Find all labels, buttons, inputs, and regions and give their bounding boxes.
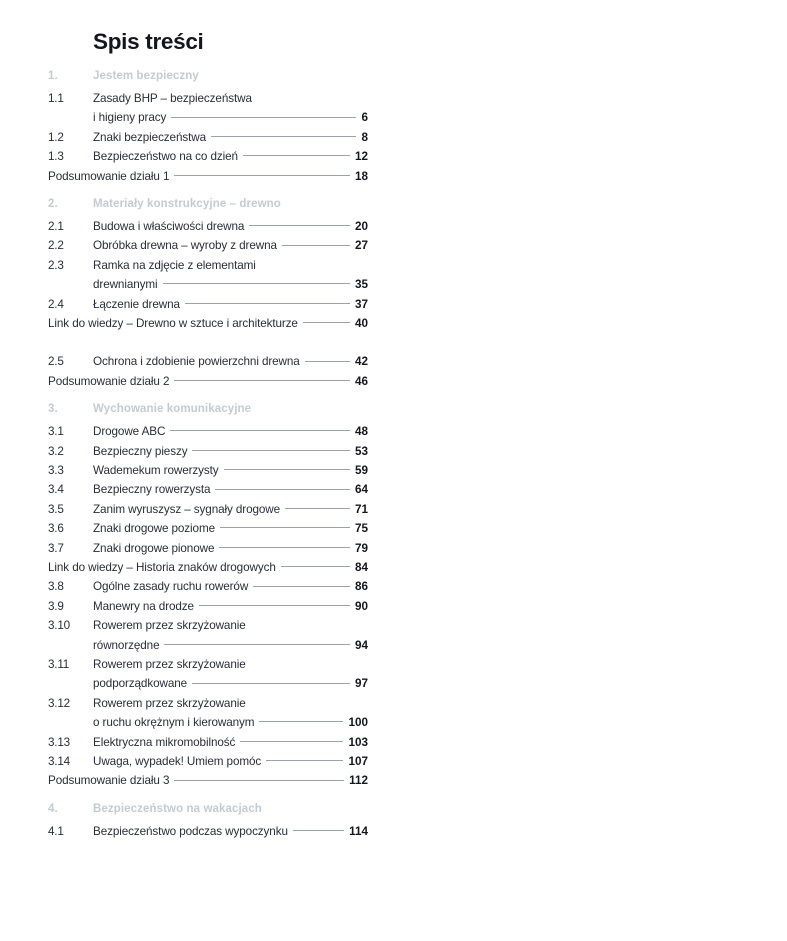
entry-number: 3.8 [48, 580, 64, 594]
toc-entry[interactable] [48, 461, 368, 480]
entry-page-number: 53 [354, 444, 368, 458]
entry-title: Zanim wyruszysz – sygnały drogowe [93, 502, 281, 516]
entry-body [48, 167, 368, 186]
entry-page-number: 97 [354, 677, 368, 691]
entry-page-number: 75 [354, 522, 368, 536]
toc-entry[interactable] [48, 372, 368, 391]
section-number: 3. [48, 403, 58, 416]
entry-body [93, 480, 368, 499]
entry-line [93, 480, 368, 499]
entry-number: 1.2 [48, 130, 64, 144]
entry-title: Rowerem przez skrzyżowanie [93, 619, 246, 633]
entry-number: 1.3 [48, 150, 64, 164]
toc-entry[interactable] [48, 167, 368, 186]
toc-entry[interactable] [48, 295, 368, 314]
entry-line [48, 314, 368, 333]
section-label: Jestem bezpieczny [93, 70, 199, 82]
entry-page-number: 86 [354, 580, 368, 594]
leader-line [163, 283, 350, 284]
leader-line [174, 780, 344, 781]
entry-title: Manewry na drodze [93, 599, 194, 613]
entry-line [93, 577, 368, 596]
toc-entry[interactable] [48, 128, 368, 147]
leader-line [303, 322, 350, 323]
entry-title: równorzędne [93, 638, 160, 652]
toc-entry[interactable] [48, 256, 368, 295]
toc-entry[interactable] [48, 771, 368, 790]
entry-page-number: 107 [348, 754, 368, 768]
leader-line [199, 605, 350, 606]
leader-line [282, 245, 350, 246]
entry-page-number: 40 [354, 316, 368, 330]
entry-body [93, 500, 368, 519]
entry-number: 3.3 [48, 463, 64, 477]
leader-line [192, 450, 350, 451]
toc-entry[interactable] [48, 655, 368, 694]
leader-line [253, 586, 350, 587]
section-label: Bezpieczeństwo na wakacjach [93, 802, 262, 815]
leader-line [164, 644, 350, 645]
entry-title: Łączenie drewna [93, 297, 180, 311]
leader-line [240, 741, 343, 742]
entry-page-number: 103 [348, 735, 368, 749]
leader-line [215, 489, 350, 490]
entry-number: 3.11 [48, 658, 70, 671]
leader-line [171, 117, 356, 118]
entry-number: 4.1 [48, 824, 64, 838]
entry-title: Elektryczna mikromobilność [93, 735, 236, 749]
section-heading [48, 198, 368, 217]
entry-title: Obróbka drewna – wyroby z drewna [93, 239, 277, 253]
entry-title: Zasady BHP – bezpieczeństwa [93, 92, 252, 105]
entry-page-number: 20 [354, 219, 368, 233]
leader-line [293, 830, 344, 831]
entry-line [93, 128, 368, 147]
entry-body [93, 89, 368, 128]
leader-line [170, 430, 350, 431]
entry-body [93, 442, 368, 461]
leader-line [266, 760, 343, 761]
entry-title: podporządkowane [93, 677, 188, 691]
toc-entry[interactable] [48, 733, 368, 752]
entry-line [48, 167, 368, 186]
entry-title: Znaki drogowe pionowe [93, 541, 215, 555]
entry-body [93, 461, 368, 480]
entry-spacer [48, 333, 368, 352]
entry-body [93, 733, 368, 752]
entry-title: Link do wiedzy – Drewno w sztuce i architekturze [48, 316, 298, 330]
leader-line [249, 225, 350, 226]
entry-number: 3.10 [48, 619, 70, 633]
entry-title: Ochrona i zdobienie powierzchni drewna [93, 355, 300, 369]
entry-page-number: 42 [354, 355, 368, 369]
entry-page-number: 94 [354, 638, 368, 652]
section-heading [48, 803, 368, 822]
toc-entry[interactable] [48, 480, 368, 499]
entry-title: Ramka na zdjęcie z elementami [93, 258, 256, 272]
toc-entry[interactable] [48, 500, 368, 519]
entry-line [93, 500, 368, 519]
entry-number: 2.1 [48, 219, 64, 233]
entry-page-number: 46 [354, 374, 368, 388]
entry-number: 1.1 [48, 92, 64, 105]
leader-line [285, 508, 350, 509]
entry-body [93, 519, 368, 538]
entry-title: Rowerem przez skrzyżowanie [93, 696, 246, 710]
entry-body [93, 422, 368, 441]
entry-title: Drogowe ABC [93, 425, 166, 439]
toc-entry[interactable] [48, 422, 368, 441]
entry-page-number: 35 [354, 278, 368, 292]
table-of-contents [48, 28, 368, 841]
entry-body [93, 655, 368, 694]
toc-entry[interactable] [48, 539, 368, 558]
leader-line [281, 566, 350, 567]
entry-body [93, 577, 368, 596]
entry-title: drewnianymi [93, 278, 158, 292]
entry-body [93, 822, 368, 841]
entry-title: Ogólne zasady ruchu rowerów [93, 580, 249, 594]
entry-page-number: 90 [354, 599, 368, 613]
entry-body [48, 771, 368, 790]
entry-body [93, 597, 368, 616]
entry-body [93, 616, 368, 655]
toc-entry[interactable] [48, 519, 368, 538]
entry-page-number: 18 [354, 169, 368, 183]
leader-line [174, 380, 350, 381]
leader-line [211, 136, 356, 137]
entry-line [93, 655, 368, 674]
entry-page-number: 114 [349, 824, 368, 838]
entry-number: 3.1 [48, 425, 64, 439]
entry-page-number: 12 [354, 150, 368, 164]
leader-line [224, 469, 350, 470]
leader-line [259, 721, 343, 722]
section-label: Materiały konstrukcyjne – drewno [93, 197, 281, 210]
entry-line [93, 636, 368, 655]
entry-line [48, 558, 368, 577]
entry-line [93, 461, 368, 480]
section-number: 2. [48, 197, 58, 210]
entry-title: Znaki drogowe poziome [93, 522, 215, 536]
entry-page-number: 37 [354, 297, 368, 311]
entry-title: Bezpieczeństwo podczas wypoczynku [93, 824, 288, 838]
entry-title: Podsumowanie działu 1 [48, 169, 170, 183]
entry-line [93, 256, 368, 275]
leader-line [174, 175, 350, 176]
toc-entry[interactable] [48, 577, 368, 596]
entry-line [93, 752, 368, 771]
entry-line [93, 674, 368, 693]
leader-line [243, 155, 350, 156]
entry-body [48, 314, 368, 333]
entry-page-number: 64 [354, 483, 368, 497]
toc-entry[interactable] [48, 89, 368, 128]
entry-body [93, 217, 368, 236]
entry-page-number: 48 [354, 425, 368, 439]
entry-number: 3.14 [48, 754, 70, 768]
section-label: Wychowanie komunikacyjne [93, 403, 252, 416]
toc-entry[interactable] [48, 217, 368, 236]
section-heading [48, 403, 368, 422]
entry-line [93, 539, 368, 558]
entry-title: Bezpieczny pieszy [93, 444, 188, 458]
toc-entry[interactable] [48, 147, 368, 166]
entry-title: Podsumowanie działu 3 [48, 774, 170, 788]
entry-line [93, 295, 368, 314]
entry-page-number: 84 [354, 561, 368, 575]
entry-page-number: 27 [354, 239, 368, 253]
section-number: 4. [48, 802, 58, 815]
entry-body [93, 539, 368, 558]
toc-entry[interactable] [48, 314, 368, 333]
entry-title: Uwaga, wypadek! Umiem pomóc [93, 754, 262, 768]
entry-body [93, 236, 368, 255]
entry-page-number: 59 [354, 463, 368, 477]
entry-line [48, 372, 368, 391]
entry-body [93, 128, 368, 147]
toc-entry[interactable] [48, 597, 368, 616]
leader-line [219, 547, 350, 548]
section-heading [48, 70, 368, 89]
entry-page-number: 6 [361, 111, 368, 125]
entry-number: 3.13 [48, 735, 70, 749]
toc-sections [48, 70, 368, 841]
entry-line [93, 442, 368, 461]
leader-line [305, 361, 350, 362]
entry-line [93, 108, 368, 127]
entry-body [93, 295, 368, 314]
entry-number: 3.5 [48, 502, 64, 516]
entry-line [93, 616, 368, 635]
entry-body [48, 372, 368, 391]
entry-number: 2.2 [48, 239, 64, 253]
entry-number: 3.6 [48, 522, 64, 536]
entry-number: 2.5 [48, 355, 64, 369]
entry-number: 3.4 [48, 483, 64, 497]
entry-title: i higieny pracy [93, 111, 167, 125]
toc-entry[interactable] [48, 752, 368, 771]
entry-title: Bezpieczeństwo na co dzień [93, 150, 238, 164]
entry-body [48, 558, 368, 577]
entry-line [93, 236, 368, 255]
entry-number: 3.12 [48, 696, 70, 710]
entry-page-number: 8 [361, 130, 368, 144]
entry-line [93, 217, 368, 236]
entry-body [93, 256, 368, 295]
entry-body [93, 752, 368, 771]
entry-title: Bezpieczny rowerzysta [93, 483, 211, 497]
entry-line [48, 771, 368, 790]
entry-body [93, 352, 368, 371]
entry-number: 2.4 [48, 297, 64, 311]
entry-line [93, 713, 368, 732]
entry-page-number: 112 [349, 774, 368, 788]
entry-number: 3.2 [48, 444, 64, 458]
entry-page-number: 79 [354, 541, 368, 555]
entry-title: Rowerem przez skrzyżowanie [93, 658, 246, 671]
entry-title: Wademekum rowerzysty [93, 463, 219, 477]
toc-entry[interactable] [48, 352, 368, 371]
entry-title: Podsumowanie działu 2 [48, 374, 170, 388]
entry-body [93, 694, 368, 733]
entry-line [93, 352, 368, 371]
entry-page-number: 71 [354, 502, 368, 516]
entry-line [93, 733, 368, 752]
toc-entry[interactable] [48, 822, 368, 841]
toc-entry[interactable] [48, 616, 368, 655]
entry-page-number: 100 [348, 716, 368, 730]
toc-entry[interactable] [48, 236, 368, 255]
entry-number: 3.7 [48, 541, 64, 555]
entry-title: Budowa i właściwości drewna [93, 219, 245, 233]
entry-line [93, 275, 368, 294]
page-title: Spis treści [93, 29, 204, 54]
toc-entry[interactable] [48, 442, 368, 461]
entry-number: 3.9 [48, 599, 64, 613]
leader-line [192, 683, 350, 684]
entry-number: 2.3 [48, 258, 64, 272]
section-number: 1. [48, 70, 58, 82]
entry-title: Link do wiedzy – Historia znaków drogowych [48, 561, 276, 575]
entry-title: o ruchu okrężnym i kierowanym [93, 716, 255, 730]
entry-line [93, 822, 368, 841]
toc-entry[interactable] [48, 558, 368, 577]
entry-body [93, 147, 368, 166]
entry-line [93, 89, 368, 108]
entry-line [93, 147, 368, 166]
entry-line [93, 519, 368, 538]
entry-title: Znaki bezpieczeństwa [93, 130, 206, 144]
toc-entry[interactable] [48, 694, 368, 733]
entry-line [93, 597, 368, 616]
entry-line [93, 422, 368, 441]
leader-line [220, 527, 350, 528]
entry-line [93, 694, 368, 713]
leader-line [185, 303, 350, 304]
